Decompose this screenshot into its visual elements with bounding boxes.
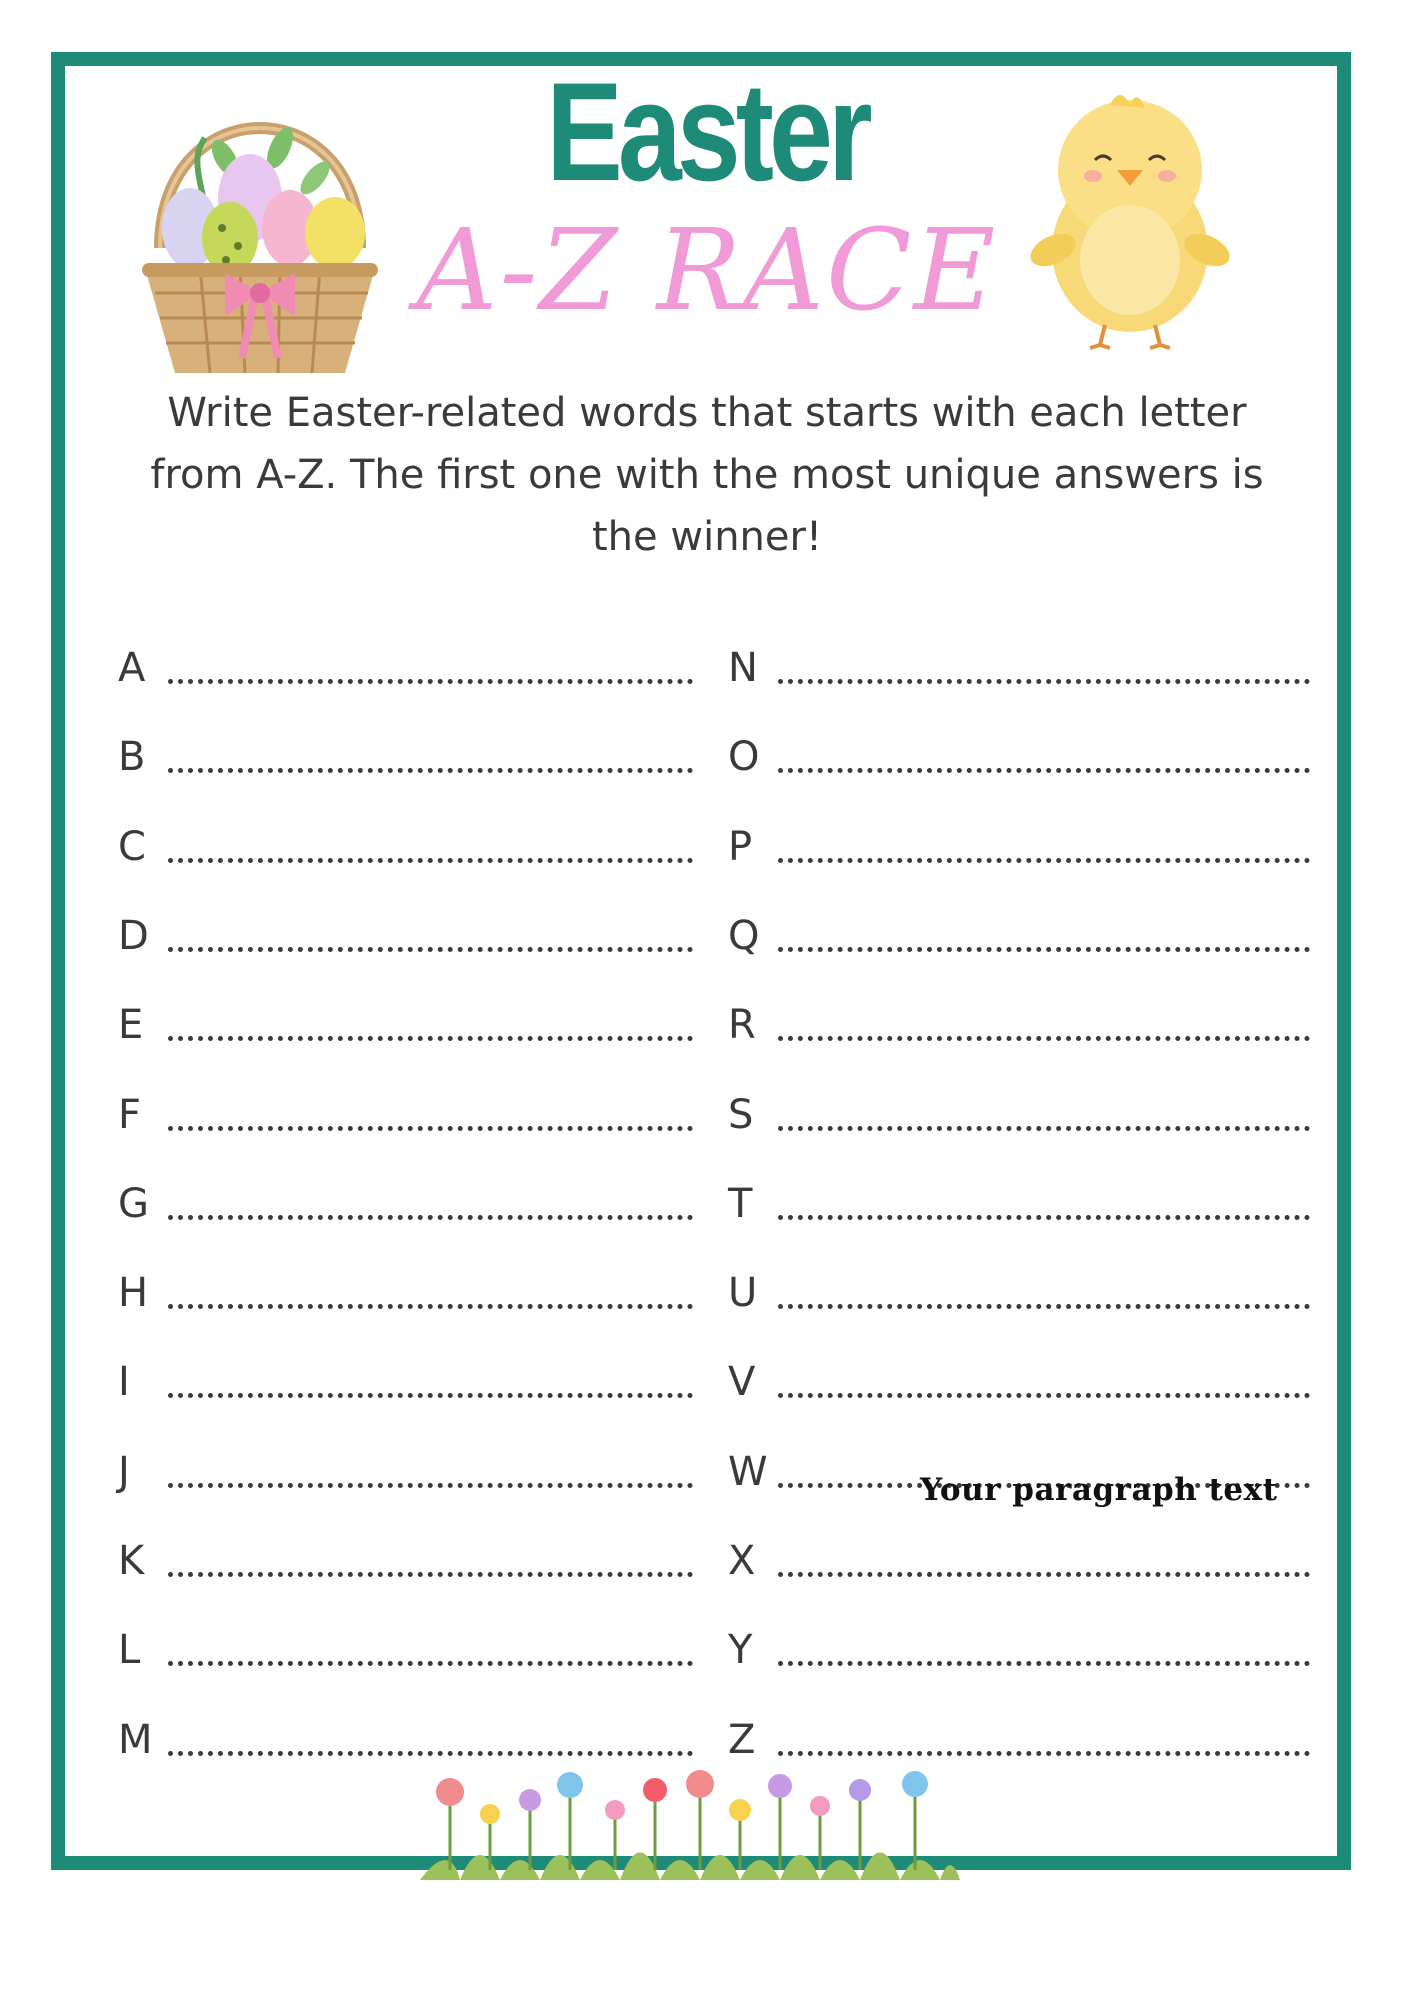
row-letter: W [728,1449,768,1495]
answer-line[interactable] [168,679,693,684]
answer-row-r [728,985,1310,1048]
answer-line[interactable] [778,858,1310,863]
row-letter: Z [728,1717,756,1763]
answer-row-p [728,807,1310,870]
answer-line[interactable] [168,1304,693,1309]
answer-line[interactable] [778,947,1310,952]
answer-line[interactable] [778,1661,1310,1666]
row-letter: F [118,1092,142,1138]
answer-line[interactable] [778,1393,1310,1398]
row-letter: K [118,1538,145,1584]
row-letter: O [728,734,760,780]
row-letter: N [728,645,758,691]
answer-row-l [118,1610,693,1673]
row-letter: R [728,1002,756,1048]
answer-row-n [728,628,1310,691]
answer-line[interactable] [168,1483,693,1488]
row-letter: X [728,1538,756,1584]
instructions-text: Write Easter-related words that starts with each letter from A-Z. The first one with the most unique answers is the winner! [150,390,1264,560]
row-letter: L [118,1627,141,1673]
answer-line[interactable] [168,1215,693,1220]
answer-row-q [728,896,1310,959]
answer-row-d [118,896,693,959]
answer-row-g [118,1164,693,1227]
answer-row-e [118,985,693,1048]
row-letter: V [728,1359,756,1405]
row-letter: P [728,824,753,870]
row-letter: D [118,913,149,959]
row-letter: S [728,1092,754,1138]
answer-row-y [728,1610,1310,1673]
answer-line[interactable] [168,1036,693,1041]
row-letter: C [118,824,146,870]
answer-row-v [728,1342,1310,1405]
answer-line[interactable] [778,1036,1310,1041]
row-letter: Q [728,913,760,959]
answer-line[interactable] [168,947,693,952]
answer-line[interactable] [168,768,693,773]
row-letter: H [118,1270,149,1316]
answer-row-m [118,1700,693,1763]
answer-row-o [728,717,1310,780]
answer-row-z [728,1700,1310,1763]
row-letter: J [118,1449,130,1495]
answer-line[interactable] [168,858,693,863]
row-letter: T [728,1181,753,1227]
answer-line[interactable] [778,768,1310,773]
row-letter: M [118,1717,153,1763]
answer-line[interactable] [778,1215,1310,1220]
answer-row-i [118,1342,693,1405]
answer-row-j [118,1432,693,1495]
answer-line[interactable] [168,1751,693,1756]
answer-line[interactable] [778,1751,1310,1756]
row-letter: E [118,1002,144,1048]
placeholder-paragraph-text: Your paragraph text [920,1472,1278,1508]
page-subtitle: A-Z RACE [416,206,998,336]
row-letter: Y [728,1627,753,1673]
answer-line[interactable] [778,1304,1310,1309]
answer-row-a [118,628,693,691]
answer-row-u [728,1253,1310,1316]
answer-line[interactable] [168,1393,693,1398]
answer-row-h [118,1253,693,1316]
page-title: Easter [546,53,868,210]
answer-row-x [728,1521,1310,1584]
row-letter: I [118,1359,130,1405]
answer-row-s [728,1075,1310,1138]
answer-line[interactable] [778,679,1310,684]
answer-line[interactable] [778,1126,1310,1131]
answer-line[interactable] [168,1126,693,1131]
row-letter: A [118,645,146,691]
answer-line[interactable] [168,1661,693,1666]
answer-row-b [118,717,693,780]
row-letter: G [118,1181,149,1227]
row-letter: B [118,734,146,780]
answer-row-t [728,1164,1310,1227]
answer-row-c [118,807,693,870]
flower-meadow-icon [420,1770,960,1885]
row-letter: U [728,1270,758,1316]
answer-line[interactable] [778,1572,1310,1577]
answer-line[interactable] [168,1572,693,1577]
answer-row-k [118,1521,693,1584]
answer-row-f [118,1075,693,1138]
